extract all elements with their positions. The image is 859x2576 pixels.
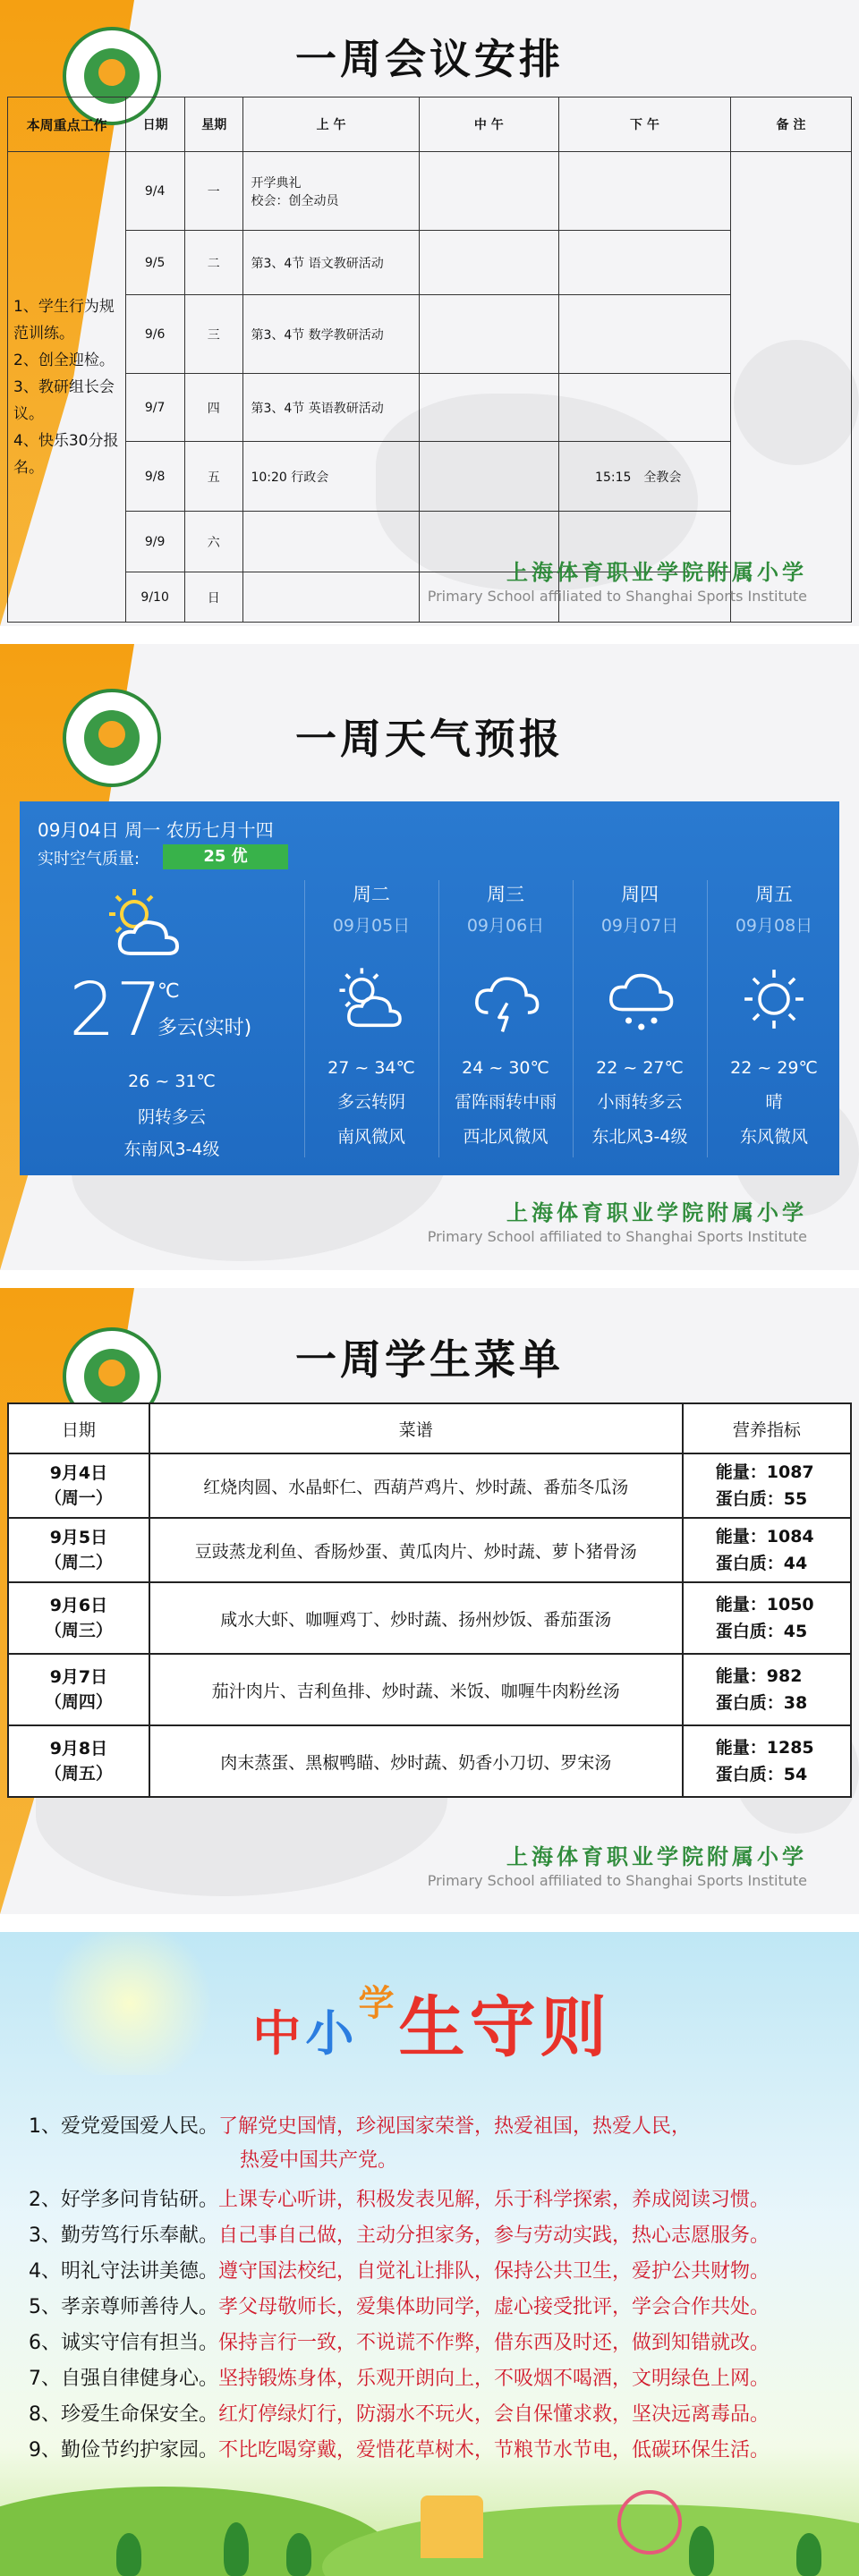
menu-title: 一周学生菜单 [295,1335,564,1384]
school-name-cn: 上海体育职业学院附属小学 [506,1843,807,1869]
aqi-label: 实时空气质量: [38,850,140,869]
row-date: 9/7 [126,374,185,442]
forecast-date: 09月08日 [735,916,813,936]
header-noon: 中 午 [419,97,558,152]
thunderstorm-icon [465,963,546,1035]
tree [116,2533,141,2576]
tree [224,2522,249,2576]
row-weekday: 日 [185,572,243,623]
forecast-cond: 小雨转多云 [597,1092,683,1112]
dishes-cell: 肉末蒸蛋、黑椒鸭瞄、炒时蔬、奶香小刀切、罗宋汤 [149,1725,683,1797]
row-weekday: 三 [185,295,243,374]
header-nutrition: 营养指标 [683,1403,851,1453]
rule-key: 1、爱党爱国爱人民。 [29,2115,218,2138]
row-afternoon [559,374,731,442]
weather-widget [20,801,839,1175]
forecast-weekday: 周二 [353,884,390,905]
table-row: 9月7日 （周四） 茄汁肉片、吉利鱼排、炒时蔬、米饭、咖喱牛肉粉丝汤 能量：982 蛋白质：38 [8,1654,851,1725]
aqi-badge: 25 优 [163,844,288,869]
weather-title: 一周天气预报 [295,715,564,763]
row-date: 9/10 [126,572,185,623]
row-morning [243,572,419,623]
header-morning: 上 午 [243,97,419,152]
school-name [428,555,807,605]
green-hill [322,2504,859,2576]
school-name-en: Primary School affiliated to Shanghai Sports Institute [427,1872,807,1889]
title-char: 生 [398,1989,465,2066]
row-noon [419,442,558,512]
rule-value: 热爱中国共产党。 [240,2149,398,2172]
school-name-cn: 上海体育职业学院附属小学 [506,1199,807,1225]
today-range: 26 ~ 31℃ [128,1072,216,1091]
row-date: 9/6 [126,295,185,374]
school-name-cn: 上海体育职业学院附属小学 [506,559,807,585]
forecast-temp: 24 ~ 30℃ [462,1058,549,1078]
row-morning: 第3、4节 语文教研活动 [243,231,419,295]
row-morning [243,512,419,572]
row-date: 9/9 [126,512,185,572]
table-row: 9月5日 （周二） 豆豉蒸龙利鱼、香肠炒蛋、黄瓜肉片、炒时蔬、萝卜猪骨汤 能量：1084 蛋白质：44 [8,1518,851,1582]
today-wind: 东南风3-4级 [123,1140,220,1159]
title-char: 学 [358,1982,395,2024]
rule-item: 4、明礼守法讲美德。遵守国法校纪，自觉礼让排队，保持公共卫生，爱护公共财物。 [29,2260,770,2283]
partly-cloudy-icon [100,884,190,964]
focus-work-cell [8,152,126,623]
row-afternoon: 15:15 全教会 [559,442,731,512]
menu-table [7,1402,852,1798]
forecast-day [573,880,707,1157]
forecast-temp: 22 ~ 27℃ [596,1058,684,1078]
weather-panel [0,644,859,1270]
tree [286,2533,311,2576]
forecast-cond: 雷阵雨转中雨 [454,1092,557,1112]
rule-value: 了解党史国情，珍视国家荣誉，热爱祖国，热爱人民， [218,2115,692,2138]
focus-item: 3、教研组长会议。 [13,377,115,423]
forecast-date: 09月05日 [332,916,411,936]
row-noon [419,374,558,442]
rule-item: 3、勤劳笃行乐奉献。自己事自己做，主动分担家务，参与劳动实践，热心志愿服务。 [29,2224,770,2247]
header-date: 日期 [8,1403,149,1453]
ferris-wheel [617,2490,682,2555]
rule-item [29,2111,691,2139]
rule-item: 5、孝亲尊师善待人。孝父母敬师长，爱集体助同学，虚心接受批评，学会合作共处。 [29,2296,770,2318]
forecast-temp: 22 ~ 29℃ [730,1058,818,1078]
row-date: 9/5 [126,231,185,295]
meeting-title: 一周会议安排 [295,35,564,83]
dishes-cell: 豆豉蒸龙利鱼、香肠炒蛋、黄瓜肉片、炒时蔬、萝卜猪骨汤 [149,1518,683,1582]
forecast-day [438,880,573,1157]
row-noon [419,231,558,295]
table-row: 9月8日 （周五） 肉末蒸蛋、黑椒鸭瞄、炒时蔬、奶香小刀切、罗宋汤 能量：1285 蛋白质：54 [8,1725,851,1797]
school-name [428,1195,807,1245]
today-temp: 27 [69,968,163,1053]
student-rules-panel [0,1932,859,2576]
sunny-icon [734,963,814,1035]
row-morning: 第3、4节 数学教研活动 [243,295,419,374]
forecast-date: 09月07日 [600,916,679,936]
title-char: 守 [469,1989,536,2066]
menu-panel [0,1288,859,1914]
rule-item: 2、好学多问肯钻研。上课专心听讲，积极发表见解，乐于科学探索，养成阅读习惯。 [29,2189,770,2211]
table-row: 9月4日 （周一） 红烧肉圆、水晶虾仁、西葫芦鸡片、炒时蔬、番茄冬瓜汤 能量：1087 蛋白质：55 [8,1453,851,1518]
dishes-cell: 茄汁肉片、吉利鱼排、炒时蔬、米饭、咖喱牛肉粉丝汤 [149,1654,683,1725]
rain-icon [600,963,680,1035]
forecast-day [707,880,841,1157]
focus-item: 4、快乐30分报名。 [13,431,119,477]
header-focus: 本周重点工作 [8,97,126,152]
row-date: 9/4 [126,152,185,231]
rule-item: 8、珍爱生命保安全。红灯停绿灯行，防溺水不玩火，会自保懂求救，坚决远离毒品。 [29,2403,770,2426]
rule-item: 7、自强自律健身心。坚持锻炼身体，乐观开朗向上，不吸烟不喝酒，文明绿色上网。 [29,2368,770,2390]
row-morning: 开学典礼 校会：创全动员 [243,152,419,231]
forecast-wind: 南风微风 [336,1127,405,1147]
header-afternoon: 下 午 [559,97,731,152]
row-weekday: 五 [185,442,243,512]
title-char: 则 [540,1989,607,2066]
rule-item: 6、诚实守信有担当。保持言行一致，不说谎不作弊，借东西及时还，做到知错就改。 [29,2332,770,2354]
tree [796,2533,821,2576]
focus-item: 2、创全迎检。 [13,351,115,369]
header-dishes: 菜谱 [149,1403,683,1453]
row-afternoon [559,231,731,295]
today-date-line: 09月04日 周一 农历七月十四 [38,819,274,841]
title-char: 中 [252,2004,302,2062]
castle [421,2496,483,2558]
forecast-date: 09月06日 [466,916,545,936]
header-weekday: 星期 [185,97,243,152]
header-date: 日期 [126,97,185,152]
forecast-weekday: 周五 [755,884,793,905]
row-weekday: 六 [185,512,243,572]
focus-item: 1、学生行为规范训练。 [13,297,115,343]
row-morning: 10:20 行政会 [243,442,419,512]
rule-item-continuation [240,2145,397,2173]
row-noon [419,152,558,231]
row-morning: 第3、4节 英语教研活动 [243,374,419,442]
today-unit: ℃ [157,980,180,1003]
row-date: 9/8 [126,442,185,512]
table-row: 9月6日 （周三） 咸水大虾、咖喱鸡丁、炒时蔬、扬州炒饭、番茄蛋汤 能量：1050 蛋白质：45 [8,1582,851,1654]
row-weekday: 二 [185,231,243,295]
forecast-cond: 多云转阴 [336,1092,405,1112]
partly-cloudy-icon [331,963,412,1035]
forecast-weekday: 周四 [621,884,659,905]
row-weekday: 四 [185,374,243,442]
school-name-en: Primary School affiliated to Shanghai Sports Institute [427,1228,807,1245]
school-name [428,1839,807,1889]
forecast-weekday: 周三 [487,884,524,905]
row-noon [419,295,558,374]
today-cond: 阴转多云 [137,1107,206,1127]
forecast-day [304,880,438,1157]
dishes-cell: 红烧肉圆、水晶虾仁、西葫芦鸡片、炒时蔬、番茄冬瓜汤 [149,1453,683,1518]
row-afternoon [559,152,731,231]
rules-title [0,1975,859,2070]
row-afternoon [559,295,731,374]
row-weekday: 一 [185,152,243,231]
dishes-cell: 咸水大虾、咖喱鸡丁、炒时蔬、扬州炒饭、番茄蛋汤 [149,1582,683,1654]
forecast-temp: 27 ~ 34℃ [327,1058,415,1078]
remarks-cell [730,152,851,623]
forecast-cond: 晴 [765,1092,783,1112]
forecast-wind: 东北风3-4级 [591,1127,688,1147]
forecast-wind: 西北风微风 [463,1127,549,1147]
meeting-table [7,97,852,623]
forecast-wind: 东风微风 [739,1127,808,1147]
meeting-schedule-panel [0,0,859,626]
rule-item: 9、勤俭节约护家园。不比吃喝穿戴，爱惜花草树木，节粮节水节电，低碳环保生活。 [29,2439,770,2462]
tree [689,2526,714,2576]
today-desc: 多云(实时) [157,1017,252,1039]
header-remarks: 备 注 [730,97,851,152]
school-name-en: Primary School affiliated to Shanghai Sports Institute [427,588,807,605]
title-char: 小 [305,2004,354,2062]
